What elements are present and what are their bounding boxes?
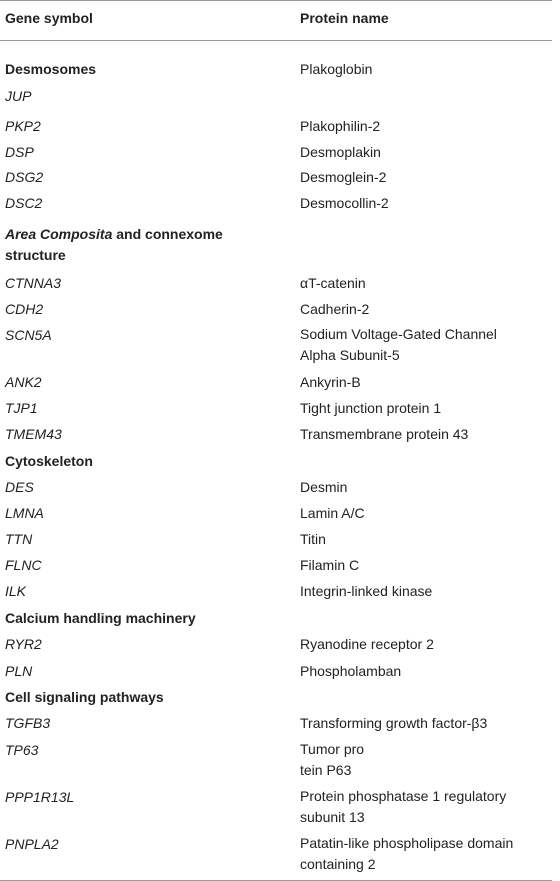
protein-name-line1: Patatin-like phospholipase domain <box>300 835 514 851</box>
gene-symbol: PKP2 <box>5 118 41 134</box>
gene-symbol: DSC2 <box>5 195 43 211</box>
table-row <box>0 115 552 141</box>
gene-symbol: PLN <box>5 663 33 679</box>
protein-name: Transmembrane protein 43 <box>300 426 469 442</box>
table-header-row <box>0 1 552 40</box>
table-row <box>0 297 552 323</box>
table-row <box>0 141 552 166</box>
protein-name-line2: subunit 13 <box>300 809 365 825</box>
protein-name: Plakoglobin <box>300 61 373 77</box>
section-title: Cytoskeleton <box>5 453 93 469</box>
table-row <box>0 192 552 218</box>
protein-name-line1: Tumor pro <box>300 741 365 757</box>
header-gene-symbol: Gene symbol <box>5 10 93 26</box>
gene-symbol: FLNC <box>5 557 42 573</box>
table-row <box>0 370 552 396</box>
protein-name <box>300 324 550 366</box>
section-title: Calcium handling machinery <box>5 610 196 626</box>
protein-name-line2: Alpha Subunit-5 <box>300 347 400 363</box>
section-title: Desmosomes <box>5 61 97 77</box>
table-row <box>0 659 552 685</box>
gene-symbol: TP63 <box>5 742 39 758</box>
protein-name: Ankyrin-B <box>300 374 361 390</box>
gene-symbol: DSP <box>5 144 34 160</box>
gene-symbol: ILK <box>5 583 27 599</box>
table-row <box>0 711 552 738</box>
section-row-cytoskeleton <box>0 449 552 475</box>
section-row-desmosomes <box>0 41 552 88</box>
protein-name: Tight junction protein 1 <box>300 400 442 416</box>
gene-symbol: RYR2 <box>5 636 42 652</box>
gene-symbol: TJP1 <box>5 400 38 416</box>
gene-symbol: DSG2 <box>5 169 44 185</box>
table-row <box>0 632 552 659</box>
protein-name: Desmoglein-2 <box>300 169 387 185</box>
table-row <box>0 88 552 115</box>
table-row <box>0 396 552 422</box>
table-row <box>0 323 552 370</box>
gene-symbol: TMEM43 <box>5 426 62 442</box>
gene-symbol: TTN <box>5 531 33 547</box>
protein-name: Filamin C <box>300 557 360 573</box>
gene-symbol: PNPLA2 <box>5 836 59 852</box>
table-row <box>0 475 552 501</box>
protein-name: αT-catenin <box>300 275 366 291</box>
table-row <box>0 832 552 880</box>
protein-name: Titin <box>300 531 326 547</box>
protein-name-line1: Protein phosphatase 1 regulatory <box>300 788 507 804</box>
protein-name: Lamin A/C <box>300 505 365 521</box>
protein-name: Desmocollin-2 <box>300 195 389 211</box>
protein-name-line2: tein P63 <box>300 762 352 778</box>
section-row-calcium-handling <box>0 606 552 632</box>
gene-symbol: TGFB3 <box>5 715 51 731</box>
gene-symbol: ANK2 <box>5 374 42 390</box>
protein-name-line1: Sodium Voltage-Gated Channel <box>300 326 497 342</box>
header-protein-name: Protein name <box>300 10 389 26</box>
table-row <box>0 553 552 579</box>
gene-symbol: SCN5A <box>5 327 52 343</box>
protein-name: Phospholamban <box>300 663 402 679</box>
gene-symbol: CTNNA3 <box>5 275 62 291</box>
protein-name <box>300 739 550 781</box>
table-row <box>0 166 552 192</box>
table-row <box>0 422 552 449</box>
gene-symbol: PPP1R13L <box>5 789 75 805</box>
protein-name: Cadherin-2 <box>300 301 370 317</box>
protein-name: Desmin <box>300 479 348 495</box>
section-row-area-composita <box>0 218 552 271</box>
protein-name <box>300 786 550 828</box>
gene-symbol: DES <box>5 479 34 495</box>
protein-name: Ryanodine receptor 2 <box>300 636 434 652</box>
table-row <box>0 501 552 527</box>
section-title: Cell signaling pathways <box>5 689 164 705</box>
protein-name <box>300 833 550 875</box>
protein-name: Desmoplakin <box>300 144 381 160</box>
protein-name: Integrin-linked kinase <box>300 583 433 599</box>
section-title-italic: Area Composita <box>5 226 113 242</box>
gene-symbol: CDH2 <box>5 301 44 317</box>
table-row <box>0 785 552 832</box>
protein-name: Plakophilin-2 <box>300 118 381 134</box>
protein-name: Transforming growth factor-β3 <box>300 715 488 731</box>
gene-symbol: JUP <box>5 88 32 104</box>
section-title <box>5 224 223 266</box>
table-row <box>0 738 552 785</box>
gene-symbol: LMNA <box>5 505 44 521</box>
section-title-line2: structure <box>5 247 66 263</box>
section-row-cell-signaling <box>0 685 552 711</box>
section-title-rest: and connexome <box>112 226 223 242</box>
protein-name-line2: containing 2 <box>300 856 376 872</box>
table-row <box>0 271 552 297</box>
table-row <box>0 579 552 606</box>
table-row <box>0 527 552 553</box>
